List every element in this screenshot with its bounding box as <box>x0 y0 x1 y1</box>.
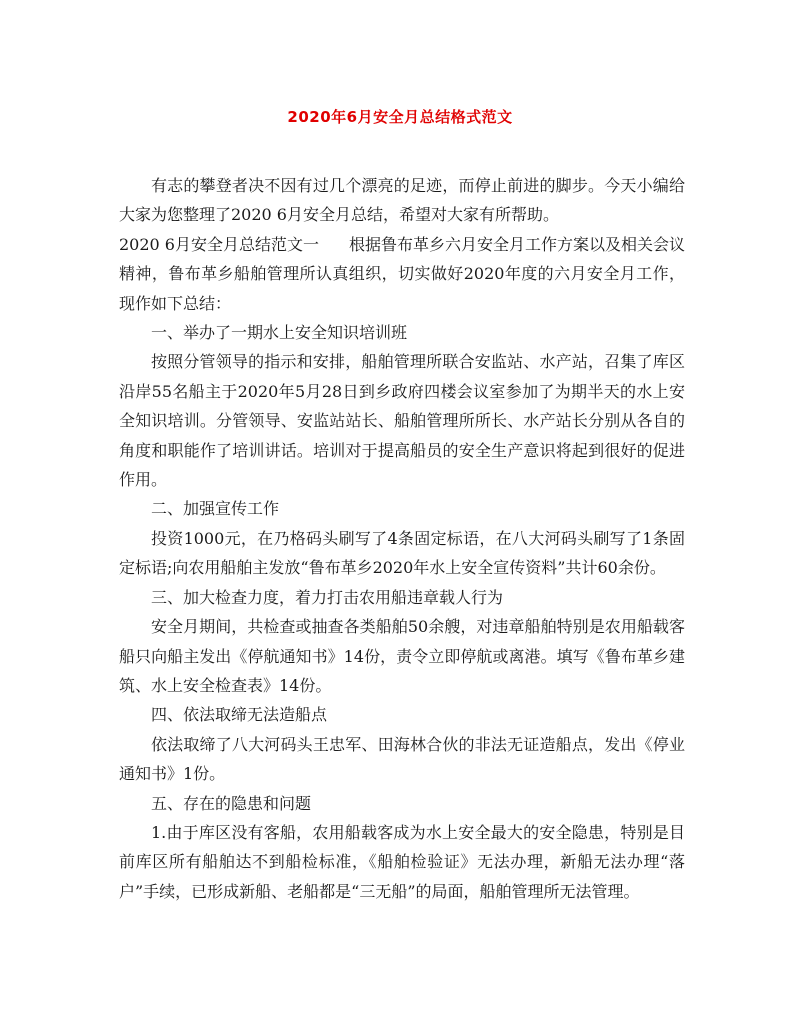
intro-paragraph: 有志的攀登者决不因有过几个漂亮的足迹，而停止前进的脚步。今天小编给大家为您整理了2020 6月安全月总结，希望对大家有所帮助。 <box>119 176 685 225</box>
sample-text: 根据鲁布革乡六月安全月工作方案以及相关会议精神，鲁布革乡船舶管理所认真组织，切实做好2020年度的六月安全月工作，现作如下总结： <box>119 234 686 313</box>
section-4-heading: 四、依法取缔无法造船点 <box>151 705 328 725</box>
section-5-heading: 五、存在的隐患和问题 <box>151 793 312 813</box>
sample-paragraph <box>119 230 685 318</box>
section-4-text: 依法取缔了八大河码头王忠军、田海林合伙的非法无证造船点，发出《停业通知书》1份。 <box>119 734 685 784</box>
document-title: 2020年6月安全月总结格式范文 <box>287 108 513 126</box>
document-body <box>119 171 685 906</box>
section-1-text: 按照分管领导的指示和安排，船舶管理所联合安监站、水产站，召集了库区沿岸55名船主于2020年5月28日到乡政府四楼会议室参加了为期半天的水上安全知识培训。分管领导、安监站站长、船舶管理所所长、水产站长分别从各自的角度和职能作了培训讲话。培训对于提高船员的安全生产意识将起到很好的促进作用。 <box>119 352 685 490</box>
section-2-heading: 二、加强宣传工作 <box>151 499 280 519</box>
section-2-text: 投资1000元，在乃格码头刷写了4条固定标语，在八大河码头刷写了1条固定标语;向农用船舶主发放“鲁布革乡2020年水上安全宣传资料”共计60余份。 <box>119 528 685 578</box>
section-1-heading: 一、举办了一期水上安全知识培训班 <box>151 323 408 343</box>
section-3-heading: 三、加大检查力度，着力打击农用船违章载人行为 <box>151 587 504 607</box>
section-3-text: 安全月期间，共检查或抽查各类船舶50余艘，对违章船舶特别是农用船载客船只向船主发出《停航通知书》14份，责令立即停航或离港。填写《鲁布革乡建筑、水上安全检查表》14份。 <box>119 617 685 695</box>
sample-label: 2020 6月安全月总结范文一 <box>119 234 319 254</box>
section-5-text: 1.由于库区没有客船，农用船载客成为水上安全最大的安全隐患，特别是目前库区所有船舶达不到船检标准，《船舶检验证》无法办理，新船无法办理“落户”手续，已形成新船、老船都是“三无船”的局面，船舶管理所无法管理。 <box>119 822 685 901</box>
